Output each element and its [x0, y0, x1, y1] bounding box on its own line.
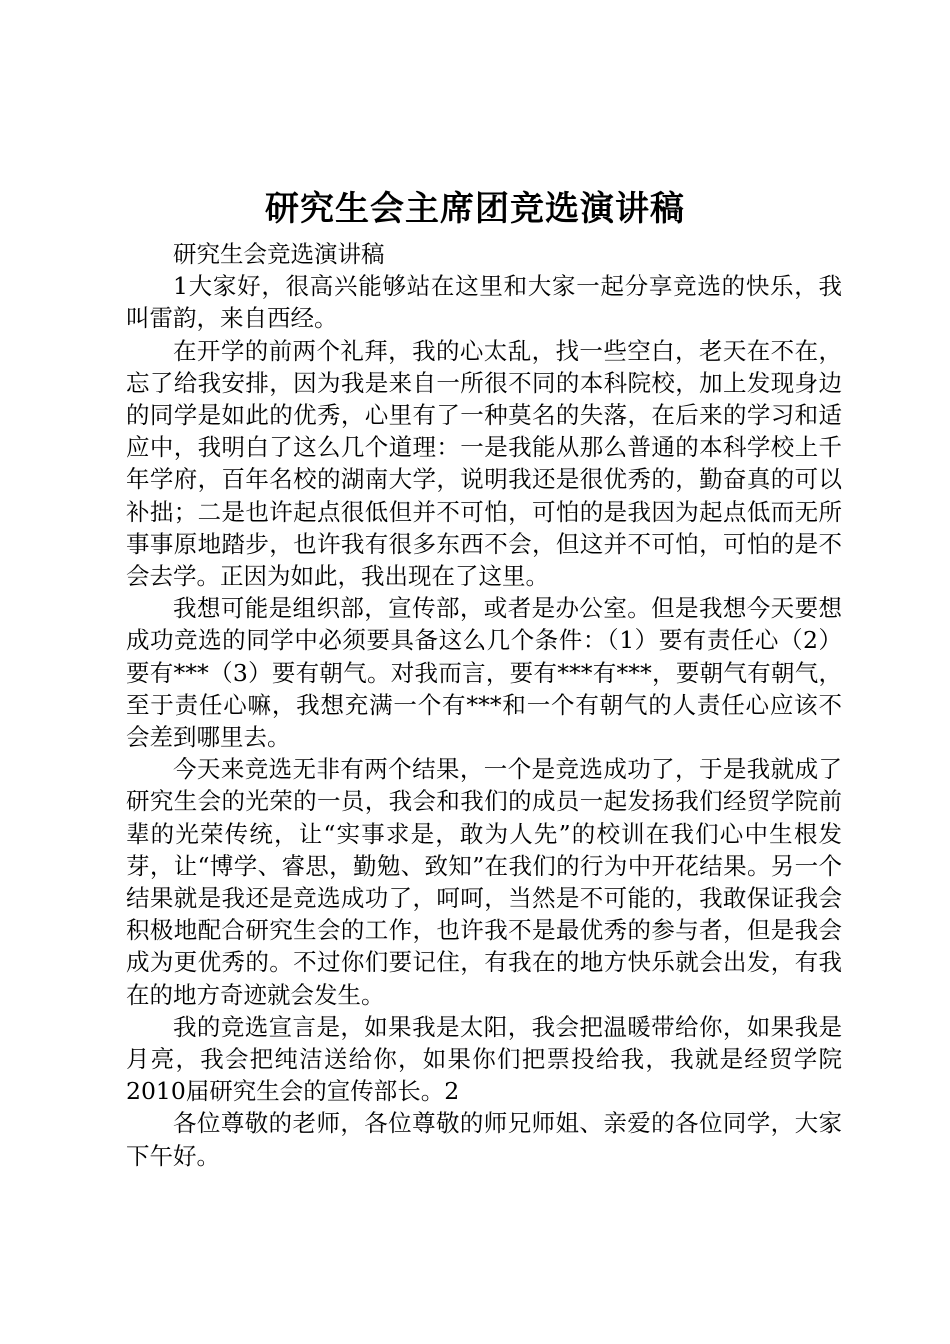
paragraph: 各位尊敬的老师，各位尊敬的师兄师姐、亲爱的各位同学，大家下午好。 — [126, 1109, 842, 1170]
paragraph: 我想可能是组织部，宣传部，或者是办公室。但是我想今天要想成功竞选的同学中必须要具备这么几个条件：（1）要有责任心（2）要有***（3）要有朝气。对我而言，要有***有***，要朝气有朝气，至于责任心嘛，我想充满一个有***和一个有朝气的人责任心应该不会差到哪里去。 — [126, 594, 842, 752]
paragraph: 我的竞选宣言是，如果我是太阳，我会把温暖带给你，如果我是月亮，我会把纯洁送给你，如果你们把票投给我，我就是经贸学院2010届研究生会的宣传部长。2 — [126, 1012, 842, 1106]
document-body — [126, 238, 842, 1172]
paragraph-subtitle: 研究生会竞选演讲稿 — [173, 240, 385, 268]
paragraph: 在开学的前两个礼拜，我的心太乱，找一些空白，老天在不在，忘了给我安排，因为我是来自一所很不同的本科院校，加上发现身边的同学是如此的优秀，心里有了一种莫名的失落，在后来的学习和适应中，我明白了这么几个道理：一是我能从那么普通的本科学校上千年学府，百年名校的湖南大学，说明我还是很优秀的，勤奋真的可以补拙；二是也许起点很低但并不可怕，可怕的是我因为起点低而无所事事原地踏步，也许我有很多东西不会，但这并不可怕，可怕的是不会去学。正因为如此，我出现在了这里。 — [126, 336, 842, 591]
document-title: 研究生会主席团竞选演讲稿 — [265, 189, 685, 229]
paragraph: 今天来竞选无非有两个结果，一个是竞选成功了，于是我就成了研究生会的光荣的一员，我会和我们的成员一起发扬我们经贸学院前辈的光荣传统，让“实事求是，敢为人先”的校训在我们心中生根发芽，让“博学、睿思，勤勉、致知”在我们的行为中开花结果。另一个结果就是我还是竞选成功了，呵呵，当然是不可能的，我敢保证我会积极地配合研究生会的工作，也许我不是最优秀的参与者，但是我会成为更优秀的。不过你们要记住，有我在的地方快乐就会出发，有我在的地方奇迹就会发生。 — [126, 755, 842, 1009]
paragraph: 1大家好，很高兴能够站在这里和大家一起分享竞选的快乐，我叫雷韵，来自西经。 — [126, 272, 842, 333]
